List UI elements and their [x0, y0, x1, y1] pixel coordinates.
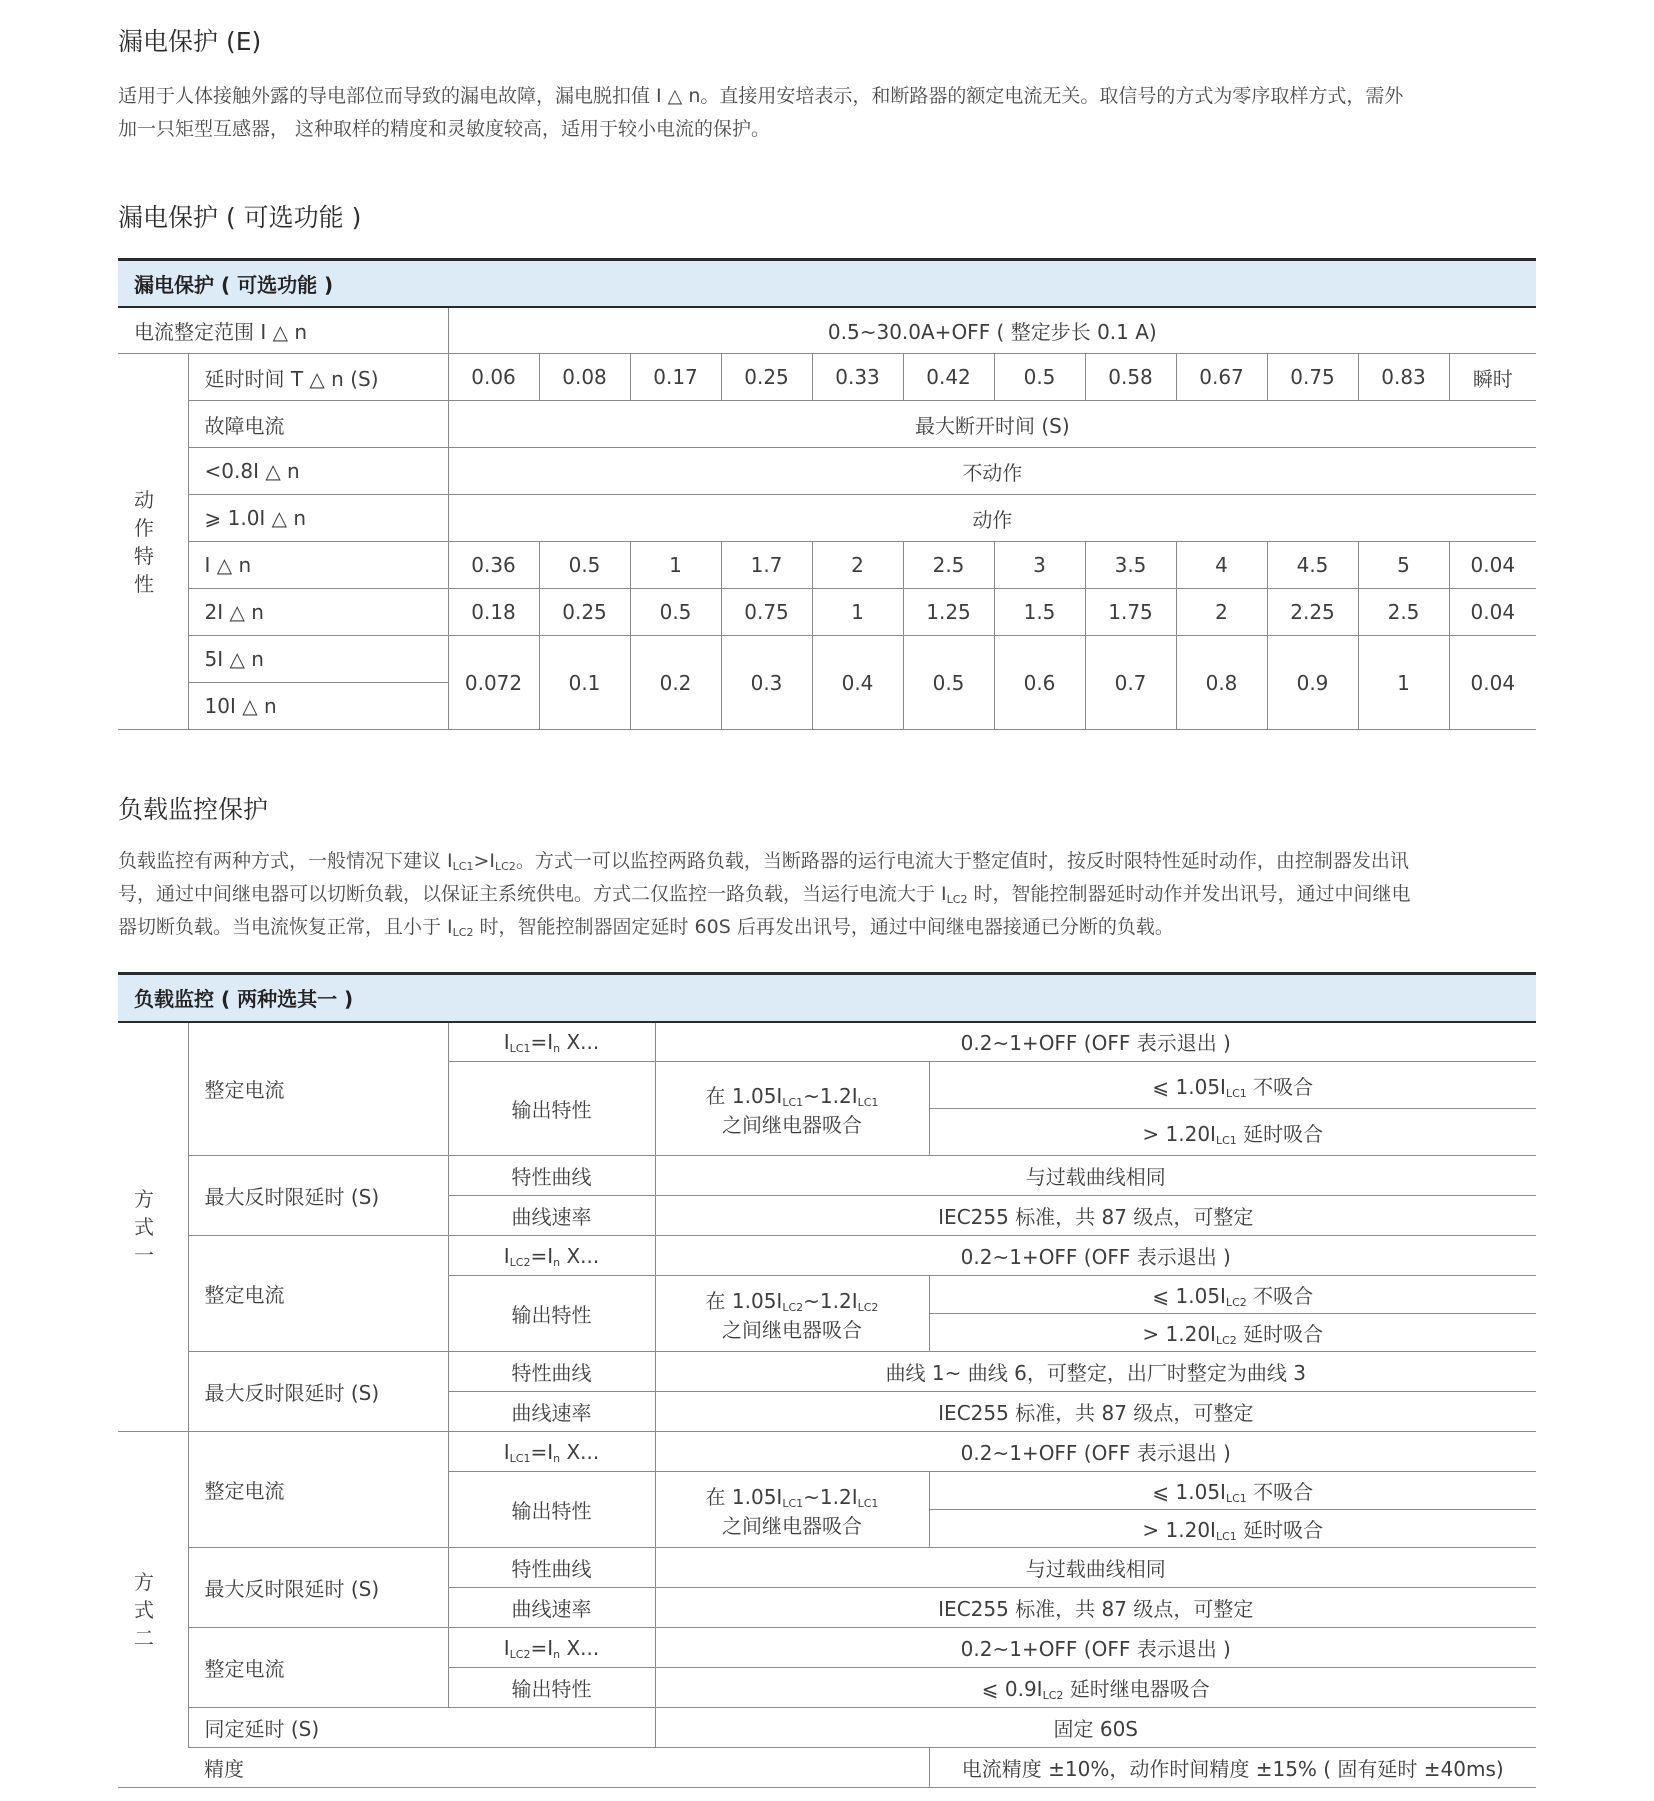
table-cell: 0.3: [721, 636, 812, 730]
delay-cell: 0.17: [630, 354, 721, 401]
leakage-description-line1: 适用于人体接触外露的导电部位而导致的漏电故障，漏电脱扣值 I △ n。直接用安培表示，和断路器的额定电流无关。取信号的方式为零序取样方式，需外: [118, 85, 1404, 107]
curve-rate-label: 曲线速率: [448, 1392, 655, 1432]
ge10-label: ⩾ 1.0I △ n: [188, 495, 448, 542]
max-delay-label: 最大反时限延时 (S): [188, 1156, 448, 1236]
delay-cell: 0.75: [1267, 354, 1358, 401]
delay-cell: 0.33: [812, 354, 903, 401]
between-cell: 在 $1.05I_{LC1}\sim 1.2I_{LC1}$ 之间继电器吸合: [655, 1062, 929, 1156]
set-current-label: 整定电流: [188, 1432, 448, 1548]
delay-cell: 0.58: [1085, 354, 1176, 401]
le09-cell: ⩽ $0.9I_{LC2}$ 延时继电器吸合: [655, 1668, 1536, 1708]
curve-char-label: 特性曲线: [448, 1548, 655, 1588]
output-char-label: 输出特性: [448, 1276, 655, 1352]
delay-cell: 0.25: [721, 354, 812, 401]
table-cell: 0.9: [1267, 636, 1358, 730]
gt-cell: > $1.20I_{LC1}$ 延时吸合: [929, 1109, 1536, 1156]
table-cell: 0.25: [539, 589, 630, 636]
le-cell: ⩽ $1.05I_{LC2}$ 不吸合: [929, 1276, 1536, 1314]
table-cell: 1.75: [1085, 589, 1176, 636]
fixed-delay-value: 固定 60S: [655, 1708, 1536, 1748]
delay-cell: 0.67: [1176, 354, 1267, 401]
mode-two-label: 方 式 二: [118, 1432, 188, 1788]
table-cell: 1.7: [721, 542, 812, 589]
delay-cell: 瞬时: [1449, 354, 1536, 401]
load-monitoring-description: 负载监控有两种方式，一般情况下建议 $I_{LC1}>I_{LC2}$。方式一可以监控两路负载，当断路器的运行电流大于整定值时，按反时限特性延时动作，由控制器发出讯 号，通过中间继电器可以切断负载，以保证主系统供电。方式二仅监控一路负载，当运行电流大于 $I_{LC2}$ 时，智能控制器延时动作并发出讯号，通过中间继电 器切断负载。当电流恢复正常，且小于 $I_{LC2}$ 时，智能控制器固定延时 60S 后再发出讯号，通过中间继电器接通已分断的负载。: [118, 850, 1411, 939]
table-cell: 1.5: [994, 589, 1085, 636]
section-title-leakage-e: 漏电保护 (E): [118, 27, 262, 56]
table-cell: 1.25: [903, 589, 994, 636]
ilc1-label: $I_{LC1}=I_n$ X...: [448, 1432, 655, 1472]
table-cell: 4: [1176, 542, 1267, 589]
row-10in-label: 10I △ n: [188, 683, 448, 730]
range-value: 0.2~1+OFF (OFF 表示退出 ): [655, 1432, 1536, 1472]
output-char-label: 输出特性: [448, 1668, 655, 1708]
row-in-label: I △ n: [188, 542, 448, 589]
max-delay-label: 最大反时限延时 (S): [188, 1548, 448, 1628]
table-cell: 0.4: [812, 636, 903, 730]
lt08-label: <0.8I △ n: [188, 448, 448, 495]
ilc2-label: $I_{LC2}=I_n$ X...: [448, 1236, 655, 1276]
curve-char-value: 与过载曲线相同: [655, 1548, 1536, 1588]
set-current-label: 整定电流: [188, 1022, 448, 1156]
load-monitoring-table: [118, 972, 1536, 1788]
set-current-label: 整定电流: [188, 1628, 448, 1708]
curve-rate-label: 曲线速率: [448, 1196, 655, 1236]
between-cell: 在 $1.05I_{LC1}\sim 1.2I_{LC1}$ 之间继电器吸合: [655, 1472, 929, 1548]
delay-cell: 0.06: [448, 354, 539, 401]
section-title-load-monitoring: 负载监控保护: [118, 795, 269, 824]
accuracy-label: 精度: [188, 1748, 929, 1788]
table-cell: 5: [1358, 542, 1449, 589]
table-cell: 0.2: [630, 636, 721, 730]
table-cell: 0.6: [994, 636, 1085, 730]
table-cell: 0.04: [1449, 636, 1536, 730]
table-cell: 0.1: [539, 636, 630, 730]
fault-current-value: 最大断开时间 (S): [448, 401, 1536, 448]
range-value: 0.2~1+OFF (OFF 表示退出 ): [655, 1236, 1536, 1276]
lt08-value: 不动作: [448, 448, 1536, 495]
gt-cell: > $1.20I_{LC2}$ 延时吸合: [929, 1314, 1536, 1352]
gt-cell: > $1.20I_{LC1}$ 延时吸合: [929, 1510, 1536, 1548]
leakage-table: [118, 258, 1536, 730]
between-cell: 在 $1.05I_{LC2}\sim 1.2I_{LC2}$ 之间继电器吸合: [655, 1276, 929, 1352]
curve-rate-value: IEC255 标准，共 87 级点，可整定: [655, 1196, 1536, 1236]
table-cell: 0.18: [448, 589, 539, 636]
fault-current-label: 故障电流: [188, 401, 448, 448]
table-cell: 0.072: [448, 636, 539, 730]
le-cell: ⩽ $1.05I_{LC1}$ 不吸合: [929, 1472, 1536, 1510]
action-characteristic-label: 动 作 特 性: [118, 354, 188, 730]
table-cell: 3.5: [1085, 542, 1176, 589]
mode-one-label: 方 式 一: [118, 1022, 188, 1432]
curve-char-label: 特性曲线: [448, 1156, 655, 1196]
curve-rate-value: IEC255 标准，共 87 级点，可整定: [655, 1588, 1536, 1628]
curve-rate-label: 曲线速率: [448, 1588, 655, 1628]
delay-cell: 0.5: [994, 354, 1085, 401]
output-char-label: 输出特性: [448, 1472, 655, 1548]
curve-char-label: 特性曲线: [448, 1352, 655, 1392]
table-cell: 0.7: [1085, 636, 1176, 730]
fixed-delay-label: 同定延时 (S): [188, 1708, 655, 1748]
table-cell: 0.8: [1176, 636, 1267, 730]
leakage-description: [118, 80, 1536, 146]
curve-rate-value: IEC255 标准，共 87 级点，可整定: [655, 1392, 1536, 1432]
row-5in-label: 5I △ n: [188, 636, 448, 683]
delay-cell: 0.08: [539, 354, 630, 401]
table-cell: 0.5: [539, 542, 630, 589]
set-current-label: 整定电流: [188, 1236, 448, 1352]
table-cell: 2.5: [903, 542, 994, 589]
ilc1-label: $I_{LC1}=I_n$ X...: [448, 1022, 655, 1062]
range-label: 电流整定范围 I △ n: [118, 307, 448, 354]
range-value: 0.2~1+OFF (OFF 表示退出 ): [655, 1022, 1536, 1062]
le-cell: ⩽ $1.05I_{LC1}$ 不吸合: [929, 1062, 1536, 1109]
ge10-value: 动作: [448, 495, 1536, 542]
table-cell: 2: [1176, 589, 1267, 636]
table-cell: 2: [812, 542, 903, 589]
ilc2-label: $I_{LC2}=I_n$ X...: [448, 1628, 655, 1668]
table-cell: 2.25: [1267, 589, 1358, 636]
leakage-table-caption: 漏电保护 ( 可选功能 ): [118, 260, 1536, 307]
table-cell: 0.04: [1449, 589, 1536, 636]
section-title-leakage-optional: 漏电保护 ( 可选功能 ): [118, 203, 362, 232]
range-value: 0.2~1+OFF (OFF 表示退出 ): [655, 1628, 1536, 1668]
table-cell: 2.5: [1358, 589, 1449, 636]
curve-char-value: 与过载曲线相同: [655, 1156, 1536, 1196]
leakage-description-line2: 加一只矩型互感器， 这种取样的精度和灵敏度较高，适用于较小电流的保护。: [118, 118, 771, 140]
table-cell: 0.5: [630, 589, 721, 636]
table-cell: 0.75: [721, 589, 812, 636]
delay-cell: 0.83: [1358, 354, 1449, 401]
table-cell: 0.36: [448, 542, 539, 589]
max-delay-label: 最大反时限延时 (S): [188, 1352, 448, 1432]
table-cell: 1: [1358, 636, 1449, 730]
range-value: 0.5~30.0A+OFF ( 整定步长 0.1 A): [448, 307, 1536, 354]
output-char-label: 输出特性: [448, 1062, 655, 1156]
table-cell: 1: [812, 589, 903, 636]
table-cell: 1: [630, 542, 721, 589]
load-table-caption: 负载监控 ( 两种选其一 ): [118, 974, 1536, 1022]
table-cell: 0.04: [1449, 542, 1536, 589]
delay-time-label: 延时时间 T △ n (S): [188, 354, 448, 401]
table-cell: 0.5: [903, 636, 994, 730]
curve-char-value: 曲线 1~ 曲线 6，可整定，出厂时整定为曲线 3: [655, 1352, 1536, 1392]
delay-cell: 0.42: [903, 354, 994, 401]
table-cell: 4.5: [1267, 542, 1358, 589]
table-cell: 3: [994, 542, 1085, 589]
row-2in-label: 2I △ n: [188, 589, 448, 636]
accuracy-value: 电流精度 ±10%，动作时间精度 ±15% ( 固有延时 ±40ms): [929, 1748, 1536, 1788]
